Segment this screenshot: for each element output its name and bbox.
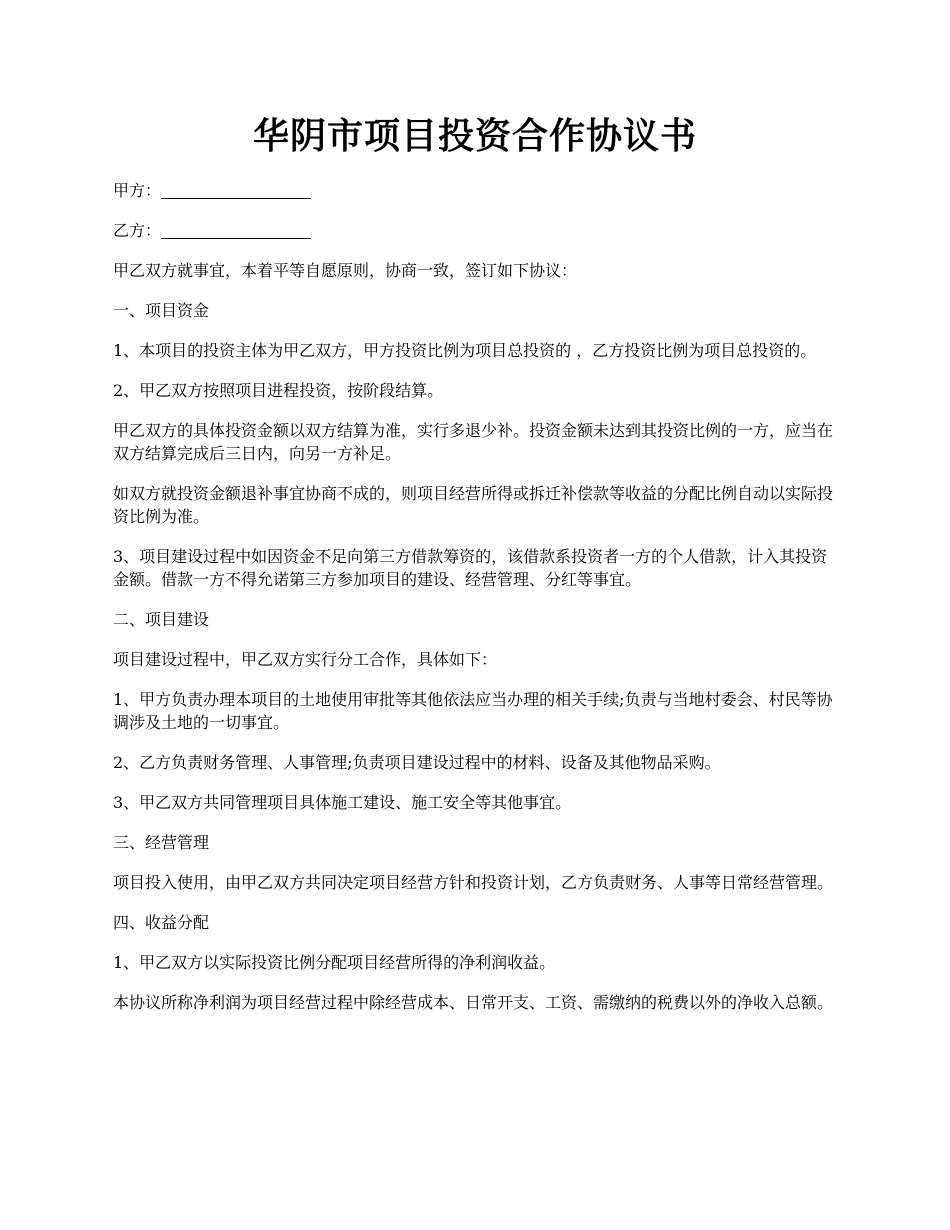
party-b-line: [113, 219, 843, 242]
party-b-label: 乙方：: [113, 221, 162, 240]
clause-paragraph: 2、甲乙双方按照项目进程投资，按阶段结算。: [113, 381, 444, 400]
clause-paragraph: 本协议所称净利润为项目经营过程中除经营成本、日常开支、工资、需缴纳的税费以外的净收入总额。: [113, 993, 834, 1012]
section-heading-profit: 四、收益分配: [113, 913, 210, 932]
clause-paragraph: 3、项目建设过程中如因资金不足向第三方借款筹资的，该借款系投资者一方的个人借款，计入其投资金额。借款一方不得允诺第三方参加项目的建设、经营管理、分红等事宜。: [113, 547, 828, 589]
document-body: [113, 179, 843, 1031]
clause-paragraph: 项目投入使用，由甲乙双方共同决定项目经营方针和投资计划，乙方负责财务、人事等日常经营管理。: [113, 873, 834, 892]
party-a-line: [113, 179, 843, 202]
party-b-blank: [161, 222, 311, 239]
clause-paragraph: 项目建设过程中，甲乙双方实行分工合作，具体如下：: [113, 650, 498, 669]
section-heading-management: 三、经营管理: [113, 833, 210, 852]
clause-paragraph: 2、乙方负责财务管理、人事管理;负责项目建设过程中的材料、设备及其他物品采购。: [113, 753, 721, 772]
clause-paragraph: 1、甲方负责办理本项目的土地使用审批等其他依法应当办理的相关手续;负责与当地村委会、村民等协调涉及土地的一切事宜。: [113, 690, 833, 732]
clause-paragraph: 甲乙双方的具体投资金额以双方结算为准，实行多退少补。投资金额未达到其投资比例的一方，应当在双方结算完成后三日内，向另一方补足。: [113, 421, 834, 463]
clause-paragraph: 如双方就投资金额退补事宜协商不成的，则项目经营所得或拆迁补偿款等收益的分配比例自动以实际投资比例为准。: [113, 484, 834, 526]
section-heading-funds: 一、项目资金: [113, 301, 210, 320]
clause-paragraph: 3、甲乙双方共同管理项目具体施工建设、施工安全等其他事宜。: [113, 793, 572, 812]
clause-paragraph: 1、甲乙双方以实际投资比例分配项目经营所得的净利润收益。: [113, 953, 556, 972]
section-heading-construction: 二、项目建设: [113, 610, 210, 629]
document-title: 华阴市项目投资合作协议书: [252, 116, 697, 157]
party-a-label: 甲方：: [113, 181, 162, 200]
clause-paragraph: 1、本项目的投资主体为甲乙双方，甲方投资比例为项目总投资的 ，乙方投资比例为项目总投资的。: [113, 341, 817, 360]
party-a-blank: [161, 182, 311, 199]
intro-paragraph: 甲乙双方就事宜，本着平等自愿原则，协商一致，签订如下协议：: [113, 261, 578, 280]
